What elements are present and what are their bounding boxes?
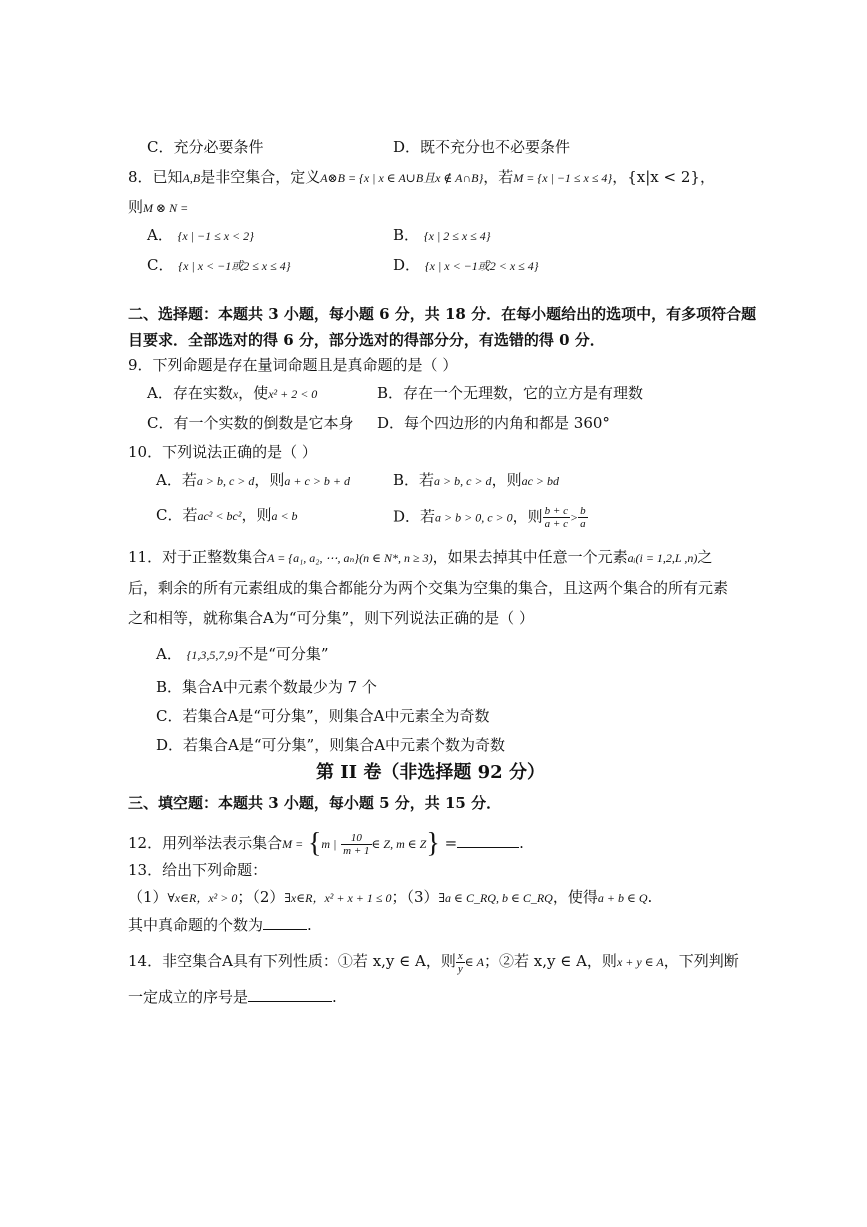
q12-right-brace: }: [426, 828, 440, 859]
q10-d-pre: D．若: [393, 507, 436, 526]
q10-d-den1: a + c: [544, 518, 568, 530]
q10-d-den2: a: [580, 518, 586, 530]
q8-option-c-label: C．: [147, 256, 174, 274]
q8-stem-b: 是非空集合，定义: [200, 168, 321, 186]
q9-option-a: [147, 383, 317, 404]
q10-b-result: ac > bd: [521, 474, 560, 488]
q8-option-d-label: D．: [393, 256, 421, 274]
q7-option-c: C．充分必要条件: [147, 138, 264, 156]
q13-answer-blank[interactable]: [263, 915, 307, 930]
q10-option-c: [156, 505, 298, 526]
q12-equals: =: [444, 834, 458, 852]
q12-numerator: 10: [341, 832, 371, 845]
q9-stem: 9．下列命题是存在量词命题且是真命题的是（ ）: [128, 356, 458, 374]
q11-option-d: D．若集合A是“可分集”，则集合A中元素个数为奇数: [156, 736, 506, 754]
q11-set-definition: A = {a₁, a₂, ⋯, aₙ}(n ∈ N*, n ≥ 3): [267, 551, 433, 565]
q12-end: .: [519, 834, 524, 852]
q14-answer-blank[interactable]: [248, 987, 332, 1002]
q14-numerator: x: [457, 949, 463, 962]
q14-line1: [128, 947, 739, 976]
q11-a-set: {1,3,5,7,9}: [186, 648, 239, 662]
q8-option-c-set: {x | x < −1或2 ≤ x ≤ 4}: [178, 259, 291, 273]
q10-c-pre: C．若: [156, 506, 198, 524]
q10-option-d: [393, 505, 588, 530]
q14-line1-c: ，下列判断: [663, 952, 739, 970]
q8-set-n: ，{x|x < 2}，: [612, 168, 715, 186]
q11-element: aᵢ(i = 1,2,L ,n): [627, 551, 698, 565]
q9-a-var: x: [232, 387, 239, 401]
q13-p1: ∀x∈R，x² > 0: [167, 891, 238, 905]
q13-p3-tail-b: a + b ∈ Q: [597, 891, 648, 905]
q12-answer-blank[interactable]: [457, 833, 519, 848]
q11-option-a: [156, 644, 329, 665]
q9-a-text: A．存在实数: [147, 384, 233, 402]
q14-fraction: [456, 950, 465, 975]
q8-option-b-label: B．: [393, 226, 420, 244]
q9-a-math: x² + 2 < 0: [268, 387, 318, 401]
q14-line1-b: ；②若 x,y ∈ A，则: [483, 952, 617, 970]
q7-option-d: D．既不充分也不必要条件: [393, 138, 571, 156]
q10-d-fraction-left: [543, 505, 570, 530]
q14-line1-a: 14．非空集合A具有下列性质：①若 x,y ∈ A，则: [128, 952, 456, 970]
q10-d-fraction-right: [578, 505, 588, 530]
q13-p3-tail-a: ，使得: [552, 888, 598, 906]
section2-line1: 二、选择题：本题共 3 小题，每小题 6 分，共 18 分．在每小题给出的选项中，有多项符合题: [128, 305, 757, 323]
q8-set-m: M = {x | −1 ≤ x ≤ 4}: [513, 171, 613, 185]
q8-ask-line: [128, 197, 188, 218]
q13-stem: 13．给出下列命题：: [128, 861, 268, 879]
q8-stem-d: 则: [128, 198, 144, 216]
q10-a-pre: A．若: [156, 471, 197, 489]
q11-line2: 后，剩余的所有元素组成的集合都能分为两个交集为空集的集合，且这两个集合的所有元素: [128, 579, 729, 597]
q13-sep2: ；（3）: [391, 888, 439, 906]
q10-b-cond: a > b, c > d: [434, 474, 492, 488]
q10-d-cond: a > b > 0, c > 0: [435, 510, 513, 525]
q11-a-text: 不是“可分集”: [238, 645, 329, 663]
q14-end: .: [332, 988, 337, 1006]
q8-sets-ab: A,B: [182, 171, 201, 185]
q11-line1-b: ，如果去掉其中任意一个元素: [432, 548, 628, 566]
q14-line2: [128, 987, 337, 1007]
q8-ask: M ⊗ N =: [143, 201, 189, 215]
q11-option-b: B．集合A中元素个数最少为 7 个: [156, 678, 377, 696]
q13-ask: 其中真命题的个数为: [128, 916, 264, 934]
q8-option-b-set: {x | 2 ≤ x ≤ 4}: [423, 229, 491, 243]
q9-a-text2: ，使: [238, 384, 269, 402]
q10-d-gt: >: [569, 510, 579, 525]
q10-a-cond: a > b, c > d: [196, 474, 255, 488]
q12-left-brace: {: [307, 828, 322, 859]
q8-option-b: [393, 225, 491, 246]
q8-option-a: [147, 225, 254, 246]
q8-definition: A⊗B = {x | x ∈ A∪B且x ∉ A∩B}: [320, 171, 484, 185]
q10-c-cond: ac² < bc²: [197, 509, 242, 523]
q14-sum: x + y ∈ A: [616, 955, 664, 969]
q8-option-d-set: {x | x < −1或2 < x ≤ 4}: [424, 259, 539, 273]
q10-d-num2: b: [580, 505, 586, 517]
q11-a-label: A．: [156, 645, 182, 663]
q10-d-num1: b + c: [544, 505, 568, 517]
q13-p2: ∃x∈R，x² + x + 1 ≤ 0: [284, 891, 392, 905]
q8-stem: [128, 167, 715, 188]
q12-set-name: M =: [282, 837, 304, 851]
q12-inner-b: ∈ Z, m ∈ Z: [371, 837, 427, 851]
q8-stem-a: 8．已知: [128, 168, 183, 186]
q12-fraction: [341, 832, 371, 857]
q11-line1-a: 11．对于正整数集合: [128, 548, 268, 566]
q10-option-a: [156, 470, 350, 491]
section2-line2: 目要求．全部选对的得 6 分，部分选对的得部分分，有选错的得 0 分．: [128, 331, 605, 349]
q13-propositions: [128, 887, 652, 908]
q13-ask-line: [128, 915, 312, 935]
q8-stem-c: ，若: [483, 168, 514, 186]
q8-option-c: [147, 255, 291, 276]
q10-b-mid: ，则: [491, 471, 522, 489]
q8-option-a-label: A．: [147, 226, 173, 244]
q11-line1-c: 之: [697, 548, 713, 566]
q13-p3-end: .: [647, 888, 653, 906]
q9-option-b: B．存在一个无理数，它的立方是有理数: [377, 384, 644, 402]
q11-line3: 之和相等，就称集合A为“可分集”，则下列说法正确的是（ ）: [128, 609, 534, 627]
q14-denominator: y: [457, 962, 463, 975]
q10-option-b: [393, 470, 559, 491]
q10-d-mid: ，则: [512, 507, 543, 526]
q11-line1: [128, 547, 712, 568]
q12-pre: 12．用列举法表示集合: [128, 834, 283, 852]
q14-in-a: ∈ A: [464, 955, 484, 969]
q12-inner-a: m |: [321, 837, 337, 851]
q13-p3: ∃a ∈ C_RQ, b ∈ C_RQ: [438, 891, 553, 905]
q13-sep1: ；（2）: [237, 888, 285, 906]
q9-option-c: C．有一个实数的倒数是它本身: [147, 414, 354, 432]
q14-line2-text: 一定成立的序号是: [128, 988, 249, 1006]
part2-title: 第 II 卷（非选择题 92 分）: [316, 762, 545, 783]
q9-option-d: D．每个四边形的内角和都是 360°: [377, 414, 610, 432]
q13-end: .: [307, 916, 312, 934]
q12-denominator: m + 1: [343, 844, 370, 857]
q12-line: [128, 825, 524, 862]
q10-c-mid: ，则: [241, 506, 272, 524]
q10-a-mid: ，则: [254, 471, 285, 489]
section3-header: 三、填空题：本题共 3 小题，每小题 5 分，共 15 分．: [128, 794, 502, 812]
q8-option-d: [393, 255, 539, 276]
q10-b-pre: B．若: [393, 471, 435, 489]
q10-c-result: a < b: [271, 509, 298, 523]
q8-option-a-set: {x | −1 ≤ x < 2}: [177, 229, 254, 243]
q11-option-c: C．若集合A是“可分集”，则集合A中元素全为奇数: [156, 707, 490, 725]
q10-a-result: a + c > b + d: [284, 474, 351, 488]
q13-p1-label: （1）: [128, 888, 168, 906]
q10-stem: 10．下列说法正确的是（ ）: [128, 443, 317, 461]
